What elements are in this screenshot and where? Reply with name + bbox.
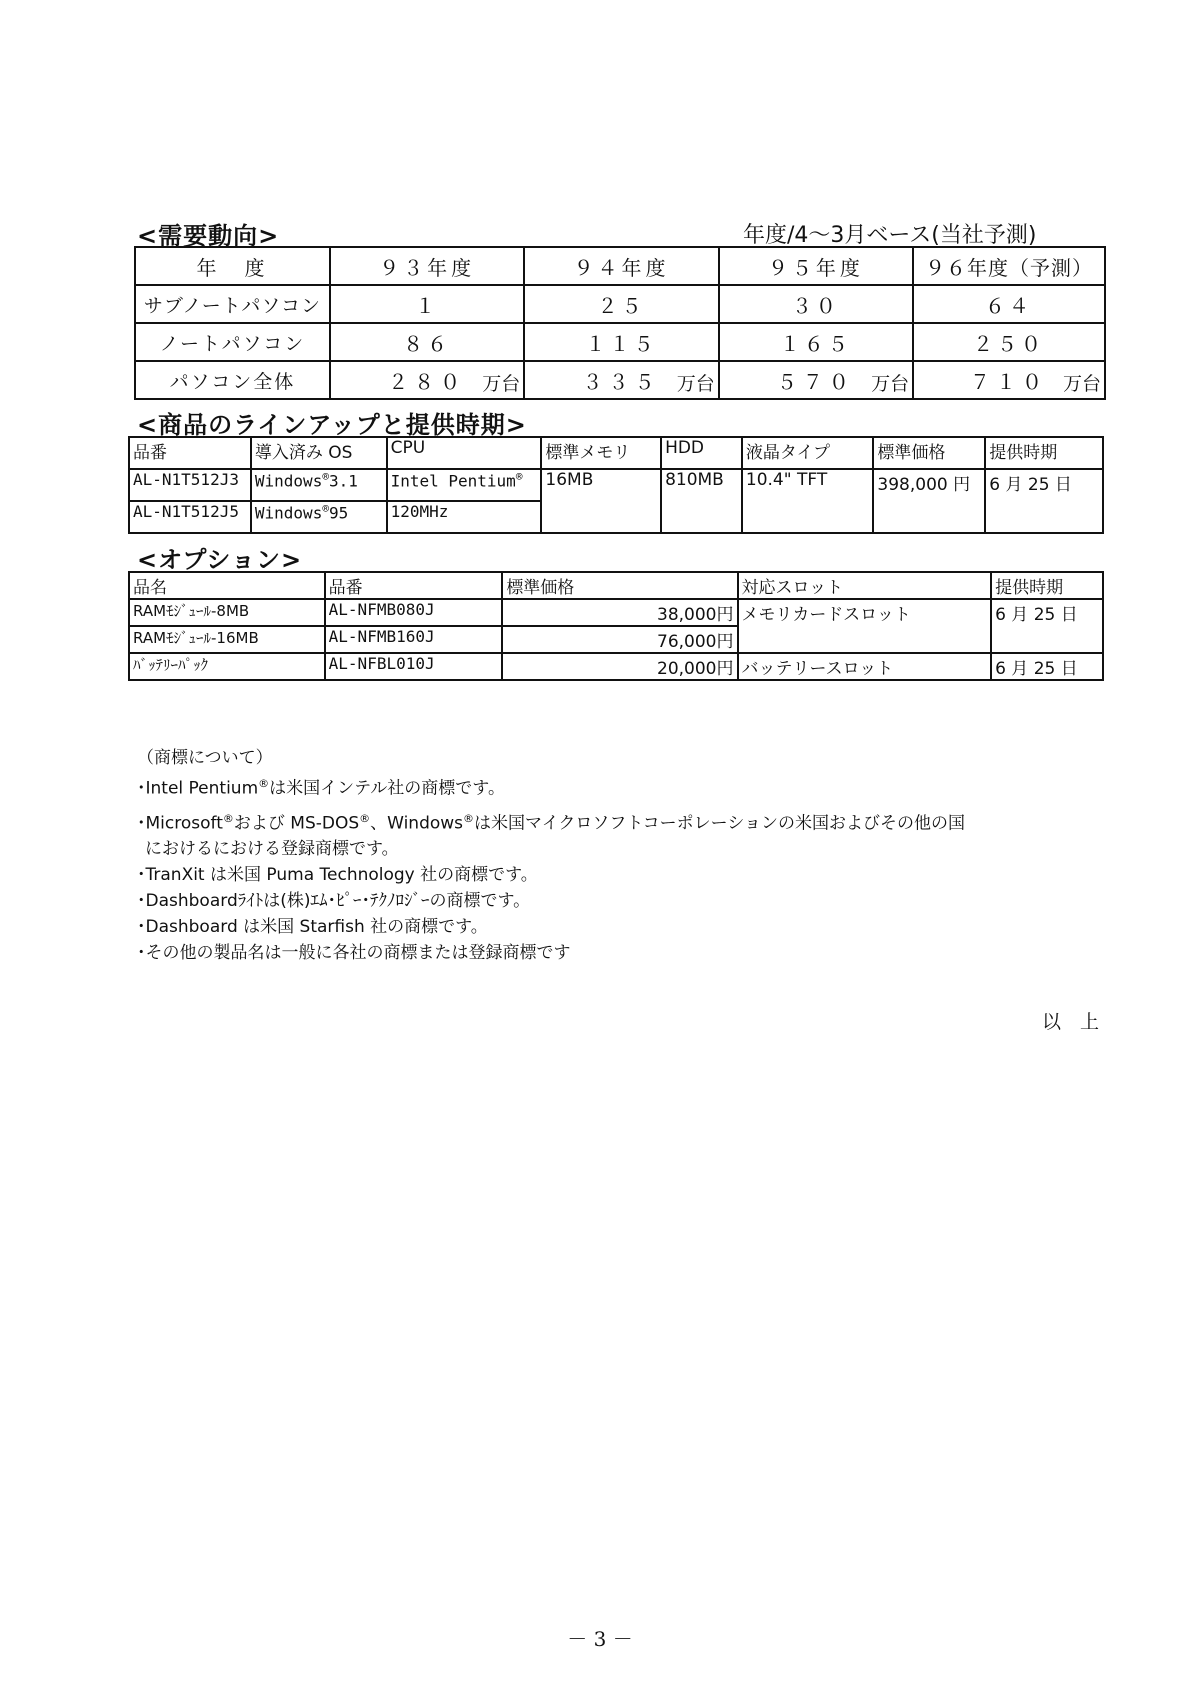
unit-label: 万台 — [871, 373, 910, 395]
header-cell: 対応スロット — [738, 572, 992, 599]
trademark-heading: （商標について） — [137, 748, 273, 768]
row-label: パソコン全体 — [135, 361, 330, 399]
cpu-speed: 120MHz — [387, 501, 542, 533]
value-cell — [913, 361, 1105, 399]
header-cell: 標準価格 — [502, 572, 737, 599]
row-label: ノートパソコン — [135, 323, 330, 361]
trademark-text: ･Microsoft — [137, 813, 223, 834]
table-row — [135, 361, 1105, 399]
lcd-cell: 10.4" TFT — [742, 469, 874, 533]
price-cell: 398,000 円 — [873, 469, 985, 533]
trademark-text: は米国マイクロソフトコーポレーションの米国およびその他の国 — [474, 813, 965, 834]
os-version: 95 — [328, 503, 349, 523]
registered-mark: ® — [322, 470, 329, 483]
price-cell: 20,000円 — [502, 653, 737, 680]
trademark-line: ･Dashboardﾗｲﾄは(株)ｴﾑ･ﾋﾟｰ･ﾃｸﾉﾛｼﾞｰの商標です。 — [137, 891, 531, 912]
value-cell: ３０ — [719, 285, 913, 323]
registered-mark: ® — [322, 502, 329, 515]
header-cell: ９４年度 — [524, 247, 718, 285]
trademark-notes — [137, 745, 965, 966]
value-cell: １６５ — [719, 323, 913, 361]
registered-mark: ® — [359, 811, 371, 825]
cpu-cell — [387, 469, 542, 501]
header-cell: 標準メモリ — [541, 437, 661, 469]
value: ３３５ — [582, 369, 661, 394]
table-row — [129, 653, 1103, 680]
option-name: RAMﾓｼﾞｭｰﾙ-16MB — [129, 626, 325, 653]
header-cell: 品名 — [129, 572, 325, 599]
value-cell: ８６ — [330, 323, 524, 361]
os-cell — [251, 501, 387, 533]
table-header-row — [129, 572, 1103, 599]
cpu-name: Intel Pentium — [390, 471, 516, 491]
value-cell — [719, 361, 913, 399]
value-cell — [330, 361, 524, 399]
os-version: 3.1 — [328, 471, 358, 491]
unit-label: 万台 — [676, 373, 715, 395]
value-cell: ２５ — [524, 285, 718, 323]
value: ５７０ — [776, 369, 855, 394]
header-cell: ９３年度 — [330, 247, 524, 285]
os-cell — [251, 469, 387, 501]
options-title: <オプション> — [137, 546, 303, 574]
value-cell — [524, 361, 718, 399]
header-cell: ９６年度（予測） — [913, 247, 1105, 285]
hdd-cell: 810MB — [661, 469, 742, 533]
slot-cell: バッテリースロット — [738, 653, 992, 680]
value: ７１０ — [970, 369, 1049, 394]
header-cell: 品番 — [129, 437, 251, 469]
part-number: AL-N1T512J3 — [129, 469, 251, 501]
os-name: Windows — [254, 503, 323, 523]
price-cell: 38,000円 — [502, 599, 737, 626]
trademark-text: および MS-DOS — [233, 813, 360, 834]
table-row — [129, 469, 1103, 501]
options-table — [128, 571, 1104, 681]
page-number: － 3 － — [567, 1627, 633, 1651]
trademark-line: ･TranXit は米国 Puma Technology 社の商標です。 — [137, 865, 538, 886]
trademark-line — [137, 771, 965, 802]
trademark-text: ･Intel Pentium — [137, 778, 259, 799]
trademark-line — [137, 806, 965, 837]
unit-label: 万台 — [482, 373, 521, 395]
slot-cell: メモリカードスロット — [738, 599, 992, 653]
header-cell: 導入済み OS — [251, 437, 387, 469]
memory-cell: 16MB — [541, 469, 661, 533]
table-header-row — [129, 437, 1103, 469]
part-number: AL-NFBL010J — [325, 653, 503, 680]
trademark-line: ･Dashboard は米国 Starfish 社の商標です。 — [137, 917, 488, 938]
unit-label: 万台 — [1062, 373, 1101, 395]
date-cell: 6 月 25 日 — [991, 653, 1103, 680]
header-cell: 提供時期 — [991, 572, 1103, 599]
registered-mark: ® — [515, 470, 523, 483]
lineup-title: <商品のラインアップと提供時期> — [137, 411, 527, 439]
lineup-table — [128, 436, 1104, 534]
table-row — [129, 599, 1103, 626]
value-cell: ６４ — [913, 285, 1105, 323]
table-row — [135, 285, 1105, 323]
table-header-row — [135, 247, 1105, 285]
registered-mark: ® — [222, 811, 234, 825]
value: ２８０ — [388, 369, 467, 394]
price-cell: 76,000円 — [502, 626, 737, 653]
header-cell: 品番 — [325, 572, 503, 599]
part-number: AL-NFMB160J — [325, 626, 503, 653]
option-name: ﾊﾞｯﾃﾘｰﾊﾟｯｸ — [129, 653, 325, 680]
header-cell: CPU — [387, 437, 542, 469]
trademark-line: におけるにおける登録商標です。 — [145, 839, 399, 860]
option-name: RAMﾓｼﾞｭｰﾙ-8MB — [129, 599, 325, 626]
table-row — [135, 323, 1105, 361]
value-cell: １１５ — [524, 323, 718, 361]
value-cell: ２５０ — [913, 323, 1105, 361]
header-cell: 標準価格 — [873, 437, 985, 469]
trademark-text: は米国インテル社の商標です。 — [269, 778, 505, 799]
header-cell: 提供時期 — [985, 437, 1103, 469]
trademark-line: ･その他の製品名は一般に各社の商標または登録商標です — [137, 943, 571, 964]
trademark-text: 、Windows — [370, 813, 464, 834]
registered-mark: ® — [258, 777, 270, 790]
date-cell: 6 月 25 日 — [991, 599, 1103, 653]
demand-note: 年度/4～3月ベース(当社予測) — [743, 223, 1037, 248]
header-cell: 液晶タイプ — [742, 437, 874, 469]
demand-table — [134, 246, 1106, 400]
part-number: AL-NFMB080J — [325, 599, 503, 626]
part-number: AL-N1T512J5 — [129, 501, 251, 533]
closing-text: 以 上 — [1042, 1011, 1100, 1033]
value-cell: １ — [330, 285, 524, 323]
header-cell: HDD — [661, 437, 742, 469]
os-name: Windows — [254, 471, 323, 491]
registered-mark: ® — [463, 811, 475, 825]
header-cell: 年 度 — [135, 247, 330, 285]
demand-title: <需要動向> — [137, 222, 280, 250]
header-cell: ９５年度 — [719, 247, 913, 285]
row-label: サブノートパソコン — [135, 285, 330, 323]
date-cell: 6 月 25 日 — [985, 469, 1103, 533]
